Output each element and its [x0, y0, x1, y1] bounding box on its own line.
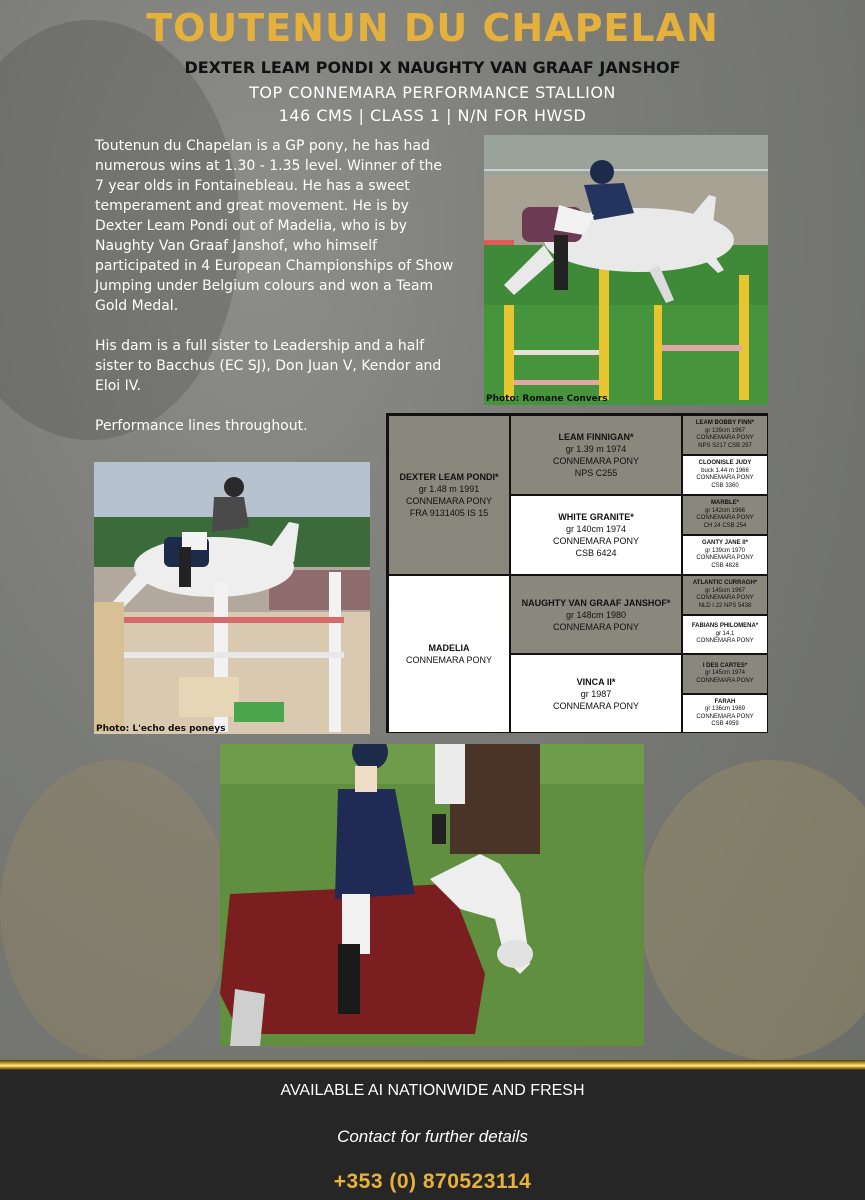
page-title: TOUTENUN DU CHAPELAN [146, 6, 719, 50]
pedigree-name: I DES CARTES* [702, 662, 748, 669]
pedigree-detail: gr 148cm 1980 [565, 609, 627, 620]
pedigree-name: CLOONISLE JUDY [698, 460, 752, 466]
description-paragraph: His dam is a full sister to Leadership and a half sister to Bacchus (EC SJ), Don Juan V, Kendor and Eloi IV. [95, 338, 442, 394]
bg-decoration [640, 760, 865, 1060]
pedigree-detail: gr 140cm 1974 [565, 524, 627, 534]
pedigree-name: LEAM BOBBY FINN* [695, 420, 755, 426]
pedigree-detail: CONNEMARA PONY [552, 621, 639, 632]
pedigree-detail: CONNEMARA PONY [696, 677, 754, 684]
pedigree-name: FABIANS PHILOMENA* [691, 623, 759, 630]
pedigree-detail: CONNEMARA PONY [405, 496, 492, 506]
pedigree-name: LEAM FINNIGAN* [558, 432, 634, 442]
pedigree-name: ATLANTIC CURRAGH* [692, 580, 758, 586]
pedigree-dam-dam [510, 654, 682, 733]
pedigree-g3-cell [682, 615, 768, 654]
description [95, 136, 455, 456]
pedigree-detail: CONNEMARA PONY [552, 536, 639, 546]
bg-decoration [0, 760, 230, 1060]
pedigree-detail: CONNEMARA PONY [696, 515, 754, 521]
pedigree-sire [388, 415, 510, 575]
pedigree-detail: CONNEMARA PONY [696, 555, 754, 561]
jumping-photo-2 [94, 462, 370, 734]
photo-credit: Photo: Romane Convers [486, 394, 608, 404]
pedigree-g3-cell [682, 575, 768, 615]
pedigree-detail: gr 1987 [580, 688, 612, 699]
phone-number[interactable]: +353 (0) 870523114 [333, 1170, 532, 1193]
pedigree-detail: gr 145cm 1974 [704, 670, 746, 677]
pedigree-g3-cell [682, 455, 768, 495]
pedigree-detail: CH 24 CSB 254 [703, 522, 747, 529]
photo-credit: Photo: L'echo des poneys [96, 724, 226, 734]
availability-text: AVAILABLE AI NATIONWIDE AND FRESH [280, 1082, 585, 1099]
stats-line: 146 CMS | CLASS 1 | N/N FOR HWSD [278, 106, 587, 125]
pedigree-name: GANTY JANE II* [702, 540, 748, 546]
pedigree-detail: CONNEMARA PONY [696, 435, 754, 441]
pedigree-detail: CONNEMARA PONY [696, 595, 754, 601]
pedigree-g3-cell [682, 535, 768, 575]
pedigree-detail: NLD I 22 NPS 5438 [698, 602, 752, 609]
pedigree-detail: CSB 6424 [575, 548, 617, 558]
tagline: TOP CONNEMARA PERFORMANCE STALLION [249, 83, 616, 102]
pedigree-name: FARAH [714, 698, 736, 705]
pedigree-g3-cell [682, 654, 768, 694]
gold-divider [0, 1060, 865, 1070]
pedigree-name: NAUGHTY VAN GRAAF JANSHOF* [521, 597, 671, 608]
pedigree-name: DEXTER LEAM PONDI* [399, 472, 499, 482]
pedigree-detail: gr 1.39 m 1974 [565, 444, 627, 454]
pedigree-g3-cell [682, 495, 768, 535]
pedigree-detail: buck 1.44 m 1966 [701, 467, 749, 474]
pedigree-detail: CSB 4828 [711, 562, 739, 569]
pedigree-sire-sire [510, 415, 682, 495]
pedigree-name: MARBLE* [711, 500, 739, 506]
pedigree-name: VINCA II* [576, 676, 616, 687]
pedigree-detail: gr 145cm 1967 [704, 587, 746, 594]
pedigree-g3-cell [682, 415, 768, 455]
pedigree-detail: CONNEMARA PONY [552, 700, 639, 711]
pedigree-detail: NPS C255 [574, 468, 618, 478]
description-paragraph: Performance lines throughout. [95, 418, 308, 434]
pedigree-detail: CONNEMARA PONY [696, 638, 754, 645]
pedigree-detail: gr 142cm 1966 [704, 507, 746, 514]
pedigree-g3-cell [682, 694, 768, 733]
pedigree-detail: FRA 9131405 IS 15 [409, 508, 489, 518]
pedigree-detail: CONNEMARA PONY [405, 655, 492, 665]
jumping-photo-2-image [94, 462, 370, 734]
breeding-line: DEXTER LEAM PONDI X NAUGHTY VAN GRAAF JANSHOF [184, 58, 681, 77]
pedigree-detail: gr 14.1 [715, 630, 735, 637]
contact-text: Contact for further details [337, 1127, 528, 1146]
pedigree-name: WHITE GRANITE* [558, 512, 634, 522]
pedigree-dam-sire [510, 575, 682, 654]
pedigree-table [386, 413, 768, 733]
pedigree-name: MADELIA [428, 643, 470, 653]
presentation-photo [220, 744, 644, 1046]
pedigree-dam [388, 575, 510, 733]
pedigree-detail: CSB 4959 [711, 721, 739, 727]
jumping-photo-1-image [484, 135, 768, 405]
pedigree-sire-dam [510, 495, 682, 575]
pedigree-detail: CONNEMARA PONY [552, 456, 639, 466]
pedigree-detail: gr 139cm 1967 [704, 427, 746, 434]
pedigree-detail: CONNEMARA PONY [696, 713, 754, 720]
pedigree-detail: gr 136cm 1969 [704, 706, 746, 712]
presentation-photo-image [220, 744, 644, 1046]
description-paragraph: Toutenun du Chapelan is a GP pony, he has had numerous wins at 1.30 - 1.35 level. Winner of the 7 year olds in Fontainebleau. He has a sweet temperament and great movement. He is by Dexter Leam Pondi out of Madelia, who is by Naughty Van Graaf Janshof, who himself participated in 4 European Championships of Show Jumping under Belgium colours and won a Team Gold Medal. [95, 138, 454, 314]
pedigree-detail: CONNEMARA PONY [696, 475, 754, 481]
pedigree-detail: gr 1.48 m 1991 [418, 484, 480, 494]
jumping-photo-1 [484, 135, 768, 405]
pedigree-detail: gr 139cm 1970 [704, 547, 746, 554]
pedigree-detail: CSB 3360 [711, 482, 739, 489]
pedigree-detail: NPS S217 CSB 297 [698, 442, 752, 449]
